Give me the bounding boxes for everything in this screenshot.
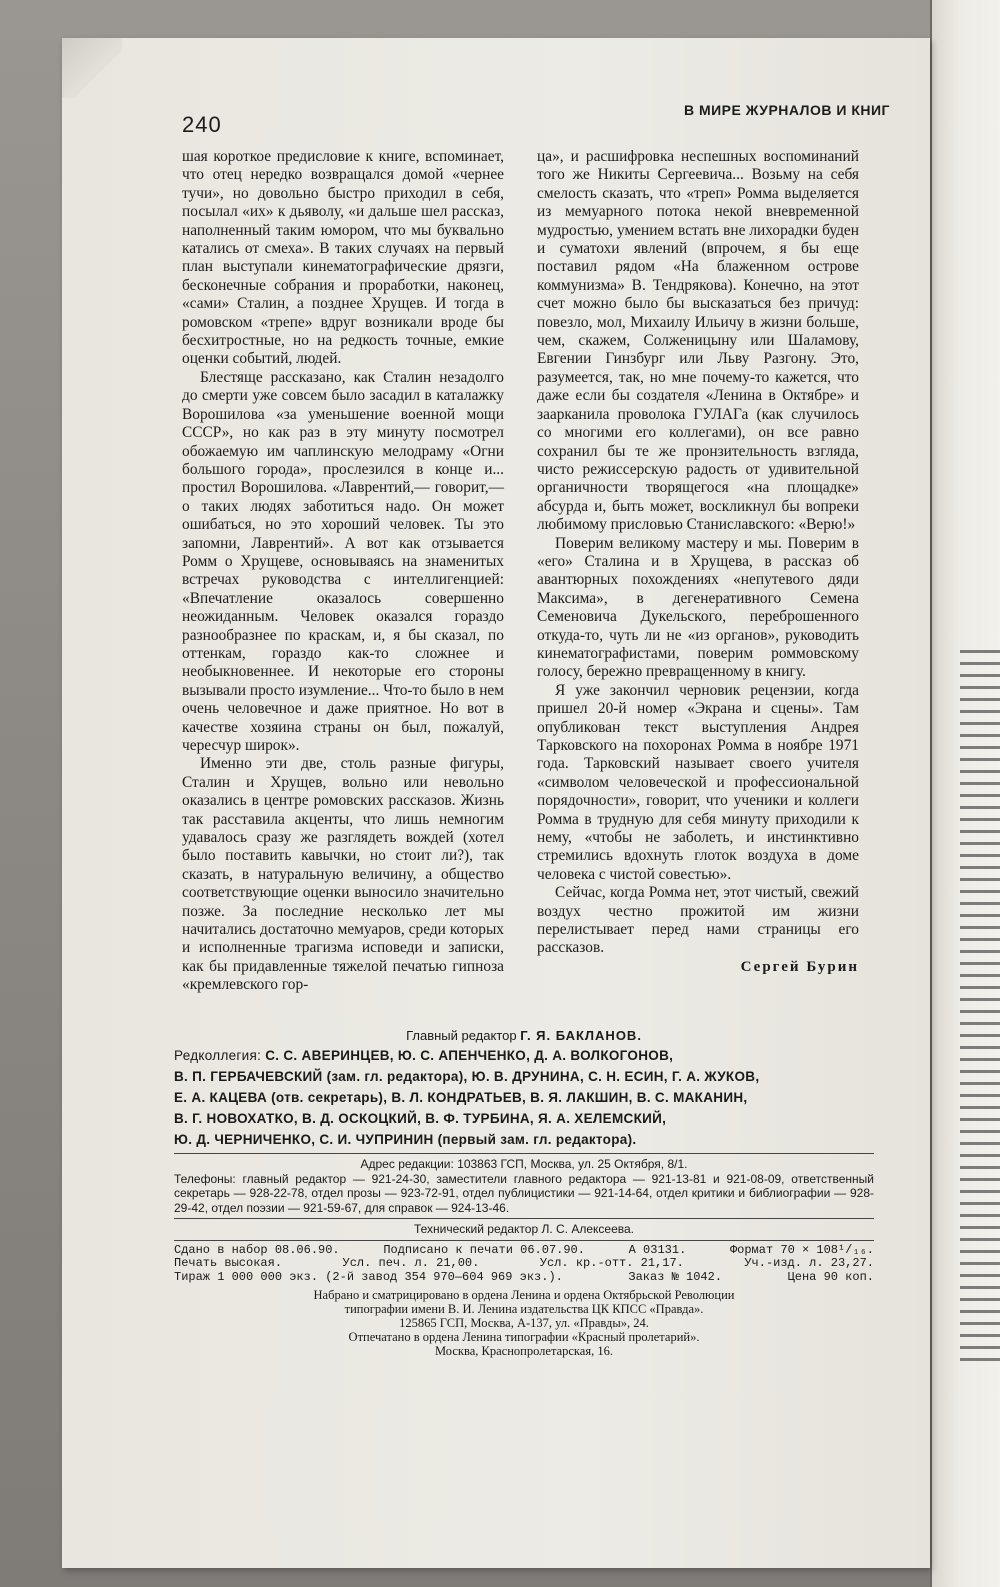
board-line: Е. А. КАЦЕВА (отв. секретарь), В. Л. КОНДРАТЬЕВ, В. Я. ЛАКШИН, В. С. МАКАНИН, xyxy=(174,1090,748,1105)
typography-info xyxy=(174,1288,874,1358)
typography-line: Отпечатано в ордена Ленина типографии «Красный пролетарий». xyxy=(348,1330,700,1344)
author-signature: Сергей Бурин xyxy=(740,958,859,975)
editorial-address: Адрес редакции: 103863 ГСП, Москва, ул. 25 Октября, 8/1. xyxy=(360,1157,688,1171)
paragraph: Блестяще рассказано, как Сталин незадолго до смерти уже совсем было засадил в каталажку Ворошилова «за уменьшение военной мощи СССР», но как раз в эту минуту посмотрел обожаемую им чаплинскую мелодраму «Огни большого города», прослезился в конце и... простил Ворошилова. «Лаврентий,— говорит,— о таких людях заботиться надо. Он может ошибаться, но это хороший человек. Ты это запомни, Лаврентий». А вот как отзывается Ромм о Хрущеве, основываясь на знаменитых встречах руководства с интеллигенцией: «Впечатление оказалось совершенно неожиданным. Человек оказался гораздо разнообразнее по краскам, и, я бы сказал, по оттенкам, гораздо как-то сложнее и необыкновеннее. И некоторые его стороны вызывали просто изумление... Что-то было в нем очень человечное и даже приятное. Но вот в качестве хозяина страны он был, пожалуй, чересчур широк». xyxy=(182,368,504,754)
typography-line: 125865 ГСП, Москва, А-137, ул. «Правды», 24. xyxy=(399,1316,649,1330)
print-detail: Цена 90 коп. xyxy=(787,1269,874,1284)
magazine-page xyxy=(62,38,930,1568)
paragraph: Поверим великому мастеру и мы. Поверим в «его» Сталина и в Хрущева, в рассказ об авантюрных похождениях «непутевого дяди Максима», в дегенеративного Семена Семеновича Дукельского, переброшенного откуда-то, чуть ли не «из органов», руководить кинематографистами, поверим роммовскому голосу, бережно превращенному в книгу. xyxy=(537,534,859,681)
typography-line: Москва, Краснопролетарская, 16. xyxy=(435,1344,613,1358)
page-corner-curl xyxy=(62,38,122,98)
print-details xyxy=(174,1244,874,1285)
print-detail: Усл. кр.-отт. 21,17. xyxy=(539,1256,684,1270)
typography-line: типографии имени В. И. Ленина издательства ЦК КПСС «Правда». xyxy=(344,1302,704,1316)
paragraph: ца», и расшифровка неспешных воспоминаний того же Никиты Сергеевича... Возьму на себя смелость сказать, что «треп» Ромма выделяется из мемуарного потока некой вневременной мудростью, умением встать вне лихорадки буден и суматохи явлений (впрочем, я бы еще поставил рядом «На блаженном острове коммунизма» В. Тендрякова). Конечно, на этот счет можно было бы высказаться без причуд: повезло, мол, Михаилу Ильичу в жизни больше, чем, скажем, Солженицыну или Шаламову, Евгении Гинзбург или Льву Разгону. Это, разумеется, так, но мне почему-то кажется, что даже если бы создателя «Ленина в Октябре» и заарканила проволока ГУЛАГа (как случилось со многими его коллегами), он все равно сохранил бы те же пронзительность взгляда, чисто режиссерскую радость от удивительной органичности творящегося «на площадке» абсурда и, быть может, воскликнул бы вопреки любимому присловью Станиславского: «Верю!» xyxy=(537,148,859,534)
adjacent-page-print-marks xyxy=(960,650,1000,1370)
section-title: В МИРЕ ЖУРНАЛОВ И КНИГ xyxy=(683,102,890,118)
phone-list: Телефоны: главный редактор — 921-24-30, заместители главного редактора — 921-13-81 и 921-08-09, ответственный секретарь — 928-22-78, отдел прозы — 923-72-91, отдел публицистики — 921-14-64, отдел критики и библиографии — 928-29-42, отдел поэзии — 921-59-67, для справок — 924-13-46. xyxy=(174,1171,874,1215)
imprint-block xyxy=(174,1028,874,1358)
chief-editor-name: Г. Я. БАКЛАНОВ. xyxy=(520,1028,642,1043)
article-column-left xyxy=(182,148,504,995)
print-detail: Подписано к печати 06.07.90. xyxy=(383,1242,585,1257)
typography-line: Набрано и сматрицировано в ордена Ленина и ордена Октябрьской Революции xyxy=(313,1288,735,1302)
board-line: В. Г. НОВОХАТКО, В. Д. ОСКОЦКИЙ, В. Ф. ТУРБИНА, Я. А. ХЕЛЕМСКИЙ, xyxy=(174,1111,667,1126)
tech-editor: Технический редактор Л. С. Алексеева. xyxy=(413,1222,635,1236)
print-detail: А 03131. xyxy=(628,1242,687,1257)
board-label: Редколлегия: xyxy=(174,1048,262,1063)
divider xyxy=(174,1240,874,1241)
divider xyxy=(174,1218,874,1219)
print-detail: Сдано в набор 08.06.90. xyxy=(174,1242,340,1257)
paragraph: Именно эти две, столь разные фигуры, Сталин и Хрущев, вольно или невольно оказались в центре ромовских рассказов. Жизнь так расставила акценты, что лишь немногим удавалось сразу же разглядеть вождей (хотел было поставить кавычки, но стоит ли?), так сказать, в натуральную величину, а общество соответствующие оценки выносило значительно позже. За последние несколько лет мы начитались достаточно мемуаров, среди которых и исполненные трагизма исповеди и записки, как бы придавленные тяжелой печатью гипноза «кремлевского гор- xyxy=(182,755,504,994)
print-detail: Тираж 1 000 000 экз. (2-й завод 354 970—604 969 экз.). xyxy=(174,1269,563,1284)
paragraph: Сейчас, когда Ромма нет, этот чистый, свежий воздух честно прожитой им жизни перелистывает перед нами страницы его рассказов. xyxy=(537,884,859,957)
divider xyxy=(174,1153,874,1154)
editorial-board xyxy=(174,1045,874,1150)
chief-editor-label: Главный редактор xyxy=(406,1028,517,1043)
board-line: Ю. Д. ЧЕРНИЧЕНКО, С. И. ЧУПРИНИН (первый зам. гл. редактора). xyxy=(174,1132,637,1147)
print-detail: Печать высокая. xyxy=(174,1256,283,1270)
article-column-right xyxy=(537,148,859,976)
board-line: В. П. ГЕРБАЧЕВСКИЙ (зам. гл. редактора), Ю. В. ДРУНИНА, С. Н. ЕСИН, Г. А. ЖУКОВ, xyxy=(174,1069,760,1084)
print-detail: Формат 70 × 108¹/₁₆. xyxy=(729,1242,874,1257)
paragraph: Я уже закончил черновик рецензии, когда пришел 20-й номер «Экрана и сцены». Там опубликован текст выступления Андрея Тарковского на похоронах Ромма в ноябре 1971 года. Тарковский называет своего учителя «символом человеческой и профессиональной порядочности», говорит, что ученики и коллеги Ромма в трудную для себя минуту приходили к нему, «чтобы не заболеть, и инстинктивно стремились вдохнуть глоток воздуха в доме человека с чистой совестью». xyxy=(537,681,859,883)
print-detail: Заказ № 1042. xyxy=(628,1269,723,1284)
print-detail: Усл. печ. л. 21,00. xyxy=(342,1256,480,1270)
chief-editor-line xyxy=(174,1028,874,1043)
board-line: С. С. АВЕРИНЦЕВ, Ю. С. АПЕНЧЕНКО, Д. А. ВОЛКОГОНОВ, xyxy=(265,1048,674,1063)
page-number: 240 xyxy=(182,112,222,137)
print-detail: Уч.-изд. л. 23,27. xyxy=(744,1256,874,1270)
paragraph: шая короткое предисловие к книге, вспоминает, что отец нередко возвращался домой «чернее тучи», но довольно быстро приходил в себя, посылал «их» к дьяволу, «и дальше шел рассказ, наполненный таким юмором, что мы буквально катались от смеха». В таких случаях на первый план выступали кинематографические дрязги, бесконечные собрания и проработки, наконец, «сами» Сталин, а позднее Хрущев. И тогда в ромовском «трепе» вдруг возникали вроде бы бесхитростные, но на редкость точные, емкие оценки событий, людей. xyxy=(182,148,504,368)
